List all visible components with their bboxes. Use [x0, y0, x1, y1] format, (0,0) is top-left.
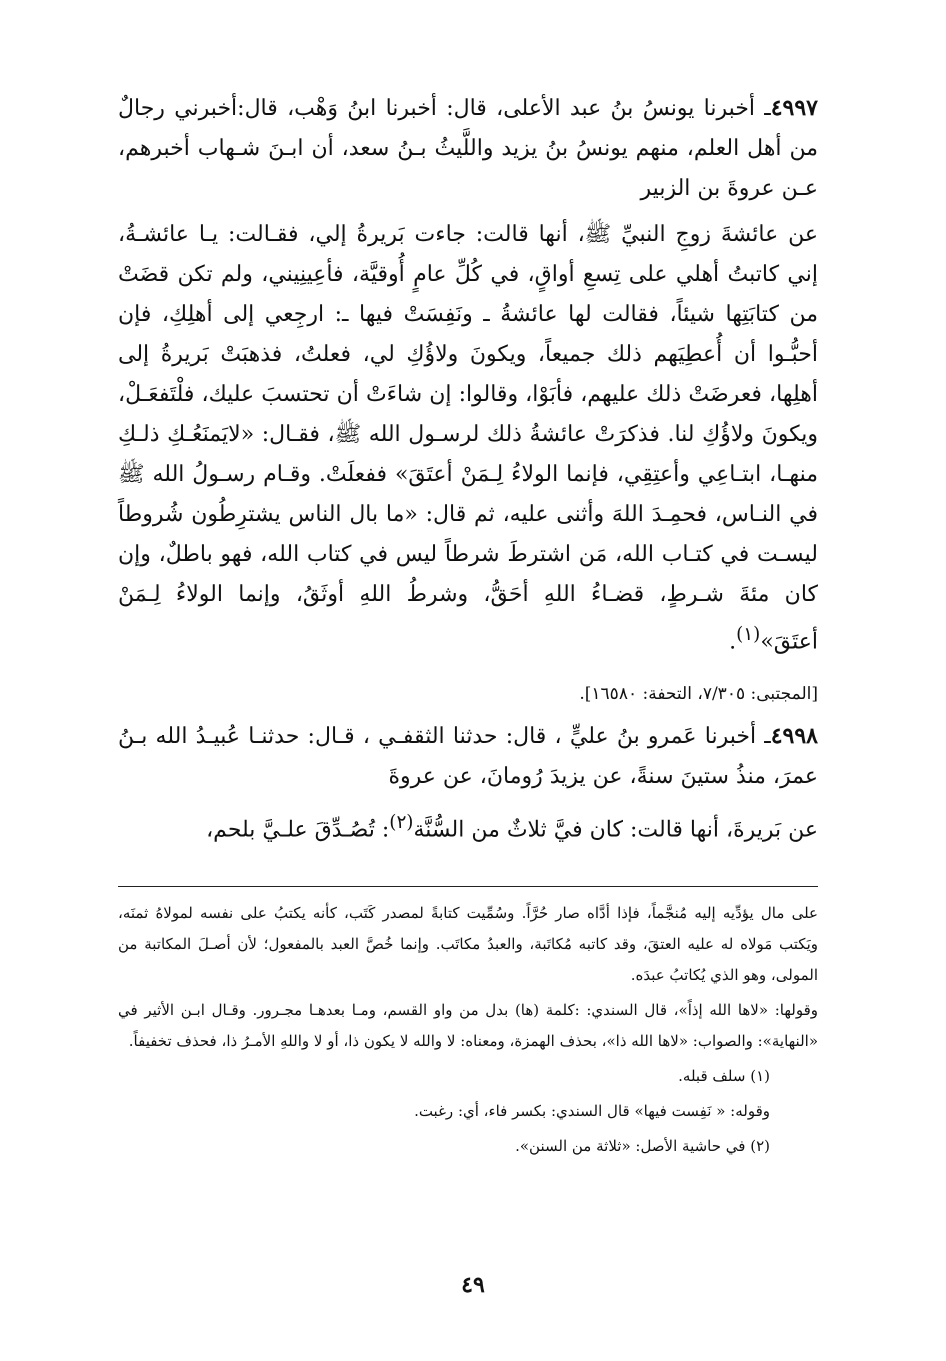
matn-cont: : تُصُـدِّقَ علـيَّ بلحم، — [206, 817, 390, 843]
isnad-text: ـ أخبرنا يونسُ بنُ عبد الأعلى، قال: أخبرنا ابنُ وَهْب، قال:أخبرني رجالٌ من أهل العلم، منهم يونسُ بنُ يزيد واللَّيثُ بـنُ سعد، أن ابـنَ شـهاب أخبرهم، عـن عروةَ بن الزبير — [118, 96, 818, 201]
hadith-4998-matn — [118, 803, 818, 850]
main-text-2 — [118, 716, 818, 850]
footnote-divider — [118, 886, 818, 887]
isnad-text: ـ أخبرنا عَمرو بنُ عليٍّ ، قال: حدثنا الثقفـي ، قـال: حدثنـا عُبيـدُ الله بـنُ عمرَ، منذُ ستينَ سنةً، عن يزيدَ رُومانَ، عن عروةَ — [118, 724, 818, 790]
hadith-4998-isnad — [118, 716, 818, 797]
footnotes — [118, 898, 818, 1162]
matn-end: . — [729, 629, 737, 655]
page-body — [118, 88, 818, 851]
page-number: ٤٩ — [461, 1272, 485, 1298]
hadith-number: ٤٩٩٧ — [770, 95, 818, 121]
footnote-marker: (١) — [736, 624, 761, 645]
hadith-number: ٤٩٩٨ — [770, 723, 818, 750]
footnote-1: (١) سلف قبله. — [678, 1067, 770, 1085]
footnote-lahaallah: وقولها: «لاها الله إذاً»، قال السندي: :كلمة (ها) بدل من واو القسم، ومـا بعدهـا مجـرور. وقـال ابـن الأثير في «النهاية»: والصواب: «لاها الله ذا»، بحذف الهمزة، ومعناه: لا والله لا يكون ذا، أو لا واللهِ الأمـرُ ذا، فحذف تخفيفاً. — [118, 1001, 818, 1050]
hadith-4997-matn — [118, 215, 818, 662]
footnote-2: (٢) في حاشية الأصل: «ثلاثة من السنن». — [515, 1137, 770, 1155]
matn-text: عن عائشةَ زوجِ النبيِّ ﷺ، أنها قالت: جاءت بَريرةُ إلي، فقـالت: يـا عائشـةُ، إني كاتبتُ أهلي على تِسعِ أواقٍ، في كُلِّ عامٍ أُوقيَّة، فأعِينِيني، ولم تكن قضَتْ من كتابَتِها شيئاً، فقالت لها عائشةُ ـ ونَفِسَتْ فيها ـ: ارجِعي إلى أهلِكِ، فإن أحبُّـوا أن أُعطِيَهم ذلك جميعاً، ويكونَ ولاؤُكِ لي، فعلتُ، فذهبَتْ بَريرةُ إلى أهلِها، فعرضَتْ ذلك عليهم، فأبَوْا، وقالوا: إن شاءَتْ أن تحتسبَ عليك، فلْتَفعَـلْ، ويكونَ ولاؤُكِ لنا. فذكرَتْ عائشةُ ذلك لرسـول الله ﷺ، فقـال: «لايَمنَعُـكِ ذلـكِ منهـا، ابتـاعِي وأعتِقِي، فإنما الولاءُ لِـمَنْ أعتَقَ» ففعلَتْ. وقـام رسـولُ الله ﷺ في النـاس، فحمِـدَ اللهَ وأثنى عليه، ثم قال: «ما بال الناس يشترِطُون شُروطاً ليسـت في كتـاب الله، مَن اشترطَ شرطاً ليس في كتاب الله، فهو باطلٌ، وإن كان مئةَ شـرطٍ، قضـاءُ اللهِ أحَقُّ، وشرطُ اللهِ أوثَقُ، وإنما الولاءُ لِـمَنْ أعتَقَ» — [118, 222, 818, 655]
footnote-1-note: وقوله: « نَفِست فيها» قال السندي: بكسر فاء، أي: رغبت. — [414, 1102, 770, 1120]
main-text — [118, 88, 818, 662]
hadith-4997-isnad — [118, 88, 818, 209]
footnote-marker: (٢) — [389, 812, 414, 834]
matn-text: عن بَريرةَ، أنها قالت: كان فيَّ ثلاثٌ من السُّنَّة — [413, 817, 818, 843]
reference-line: [المجتبى: ٧/٣٠٥، التحفة: ١٦٥٨٠]. — [579, 684, 818, 705]
footnote-continuation: على مال يؤدِّيه إليه مُنجَّماً، فإذا أدَّاه صار حُرَّاً. وسُمِّيت كتابةً لمصدر كَتَب، كأنه يكتبُ على نفسه لمولاهُ ثمنَه، ويَكتب مَولاه له عليه العتقَ، وقد كاتبه مُكاتَبة، والعبدُ مكاتَب. وإنما خُصَّ العبد بالمفعول؛ لأن أصـلَ المكاتبة من المولى، وهو الذي يُكاتبُ عبدَه. — [118, 904, 818, 984]
